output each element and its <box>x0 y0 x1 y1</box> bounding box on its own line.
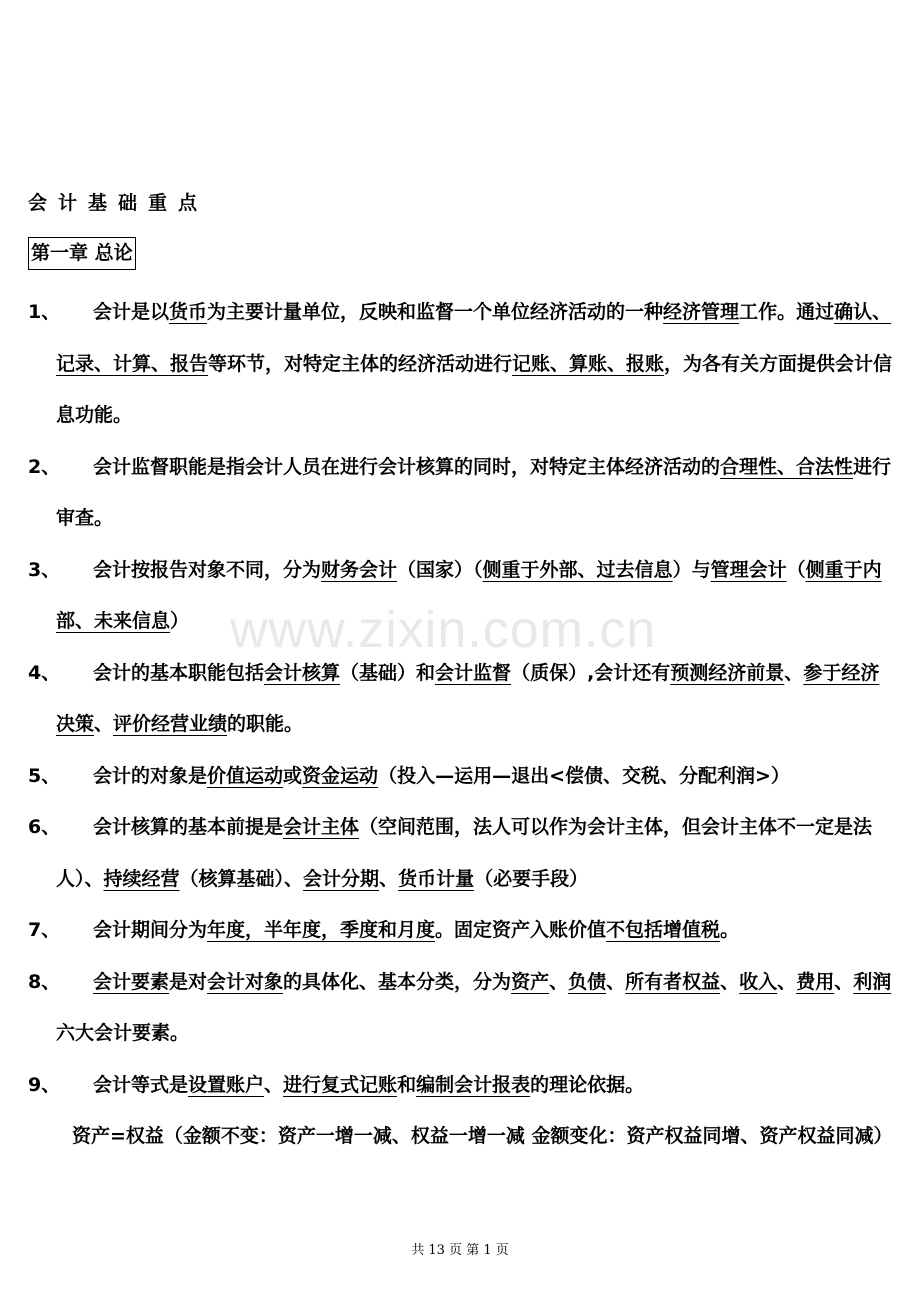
item-number: 4、 <box>28 661 61 684</box>
key-term: 资产 <box>511 970 550 993</box>
text-segment: （必要手段） <box>474 867 589 890</box>
text-segment: 的职能。 <box>227 713 304 735</box>
key-term: 会计对象 <box>207 970 284 993</box>
key-term: 利润 <box>853 970 892 993</box>
item-text <box>56 957 898 1060</box>
item-text <box>56 802 898 905</box>
text-segment: （核算基础）、 <box>179 867 304 890</box>
key-term: 侧重于外部、过去信息 <box>482 558 673 581</box>
key-term: 编制会计报表 <box>416 1073 531 1096</box>
key-term: 持续经营 <box>103 867 180 890</box>
text-segment: ） <box>170 610 190 632</box>
text-segment: 。固定资产入账价值 <box>435 919 607 941</box>
item-text <box>56 545 898 648</box>
key-term: 管理会计 <box>710 558 787 581</box>
text-segment: 会计是以 <box>93 301 170 323</box>
key-term: 收入 <box>739 970 778 993</box>
key-term: 参于经济决策 <box>56 661 880 735</box>
document-title: 会计基础重点 <box>28 192 209 214</box>
list-item <box>28 957 898 1060</box>
key-term: 货币计量 <box>398 867 475 890</box>
text-segment: 会计等式是 <box>93 1073 189 1096</box>
text-segment: （基础）和 <box>340 661 436 684</box>
list-item <box>28 905 898 957</box>
text-segment: 工作。通过 <box>739 301 835 323</box>
item-number: 3、 <box>28 558 61 581</box>
item-number: 7、 <box>28 919 61 941</box>
text-segment: 为主要计量单位，反映和监督一个单位经济活动的一种 <box>207 301 664 323</box>
key-term: 不包括增值税 <box>606 919 721 941</box>
key-term: 确认、记录、计算、报告 <box>56 301 892 375</box>
list-item <box>28 648 898 751</box>
key-term: 价值运动 <box>207 764 284 787</box>
item-number: 5、 <box>28 764 61 787</box>
list-item <box>28 442 898 545</box>
text-segment: 会计期间分为 <box>93 919 208 941</box>
text-segment: （国家）（ <box>397 558 483 581</box>
text-segment: （投入—运用—退出<偿债、交税、分配利润>） <box>378 764 790 787</box>
item-text <box>56 751 898 803</box>
watermark: www.zixin.com.cn <box>230 601 657 659</box>
text-segment: 、 <box>379 867 399 890</box>
item-text <box>56 287 898 442</box>
text-segment: 进行审查。 <box>56 455 892 529</box>
key-term: 会计核算 <box>264 661 341 684</box>
key-term: 资金运动 <box>302 764 379 787</box>
list-item <box>28 802 898 905</box>
text-segment: 会计的对象是 <box>93 764 208 787</box>
item-number: 1、 <box>28 301 61 323</box>
list-item <box>28 287 898 442</box>
text-segment: 的理论依据。 <box>530 1073 645 1096</box>
text-segment: 会计按报告对象不同，分为 <box>93 558 322 581</box>
text-segment: 六大会计要素。 <box>56 1022 190 1044</box>
key-term: 预测经济前景 <box>670 661 785 684</box>
key-term: 会计要素 <box>93 970 170 993</box>
item-number: 9、 <box>28 1073 61 1096</box>
key-term: 财务会计 <box>321 558 398 581</box>
chapter-heading: 第一章 总论 <box>28 237 136 270</box>
key-term: 设置账户 <box>188 1073 265 1096</box>
item-text <box>56 1060 898 1112</box>
item-number: 8、 <box>28 970 61 993</box>
key-term: 经济管理 <box>663 301 740 323</box>
item-text <box>56 648 898 751</box>
text-segment: 、 <box>784 661 804 684</box>
key-term: 负债 <box>568 970 607 993</box>
text-segment: 和 <box>397 1073 417 1096</box>
text-segment: ）与 <box>672 558 711 581</box>
text-segment: 、 <box>834 970 854 993</box>
key-term: 货币 <box>169 301 208 323</box>
text-segment: 或 <box>283 764 303 787</box>
item-text <box>56 905 898 957</box>
text-segment: 、 <box>94 713 114 735</box>
text-segment: （质保）,会计还有 <box>511 661 671 684</box>
page-footer: 共 13 页 第 1 页 <box>411 1243 509 1258</box>
text-segment: 会计监督职能是指会计人员在进行会计核算的同时，对特定主体经济活动的 <box>93 455 721 478</box>
content-body <box>28 287 898 1163</box>
list-item <box>28 751 898 803</box>
text-segment: 是对 <box>169 970 208 993</box>
key-term: 合理性、合法性 <box>720 455 854 478</box>
item-number: 2、 <box>28 455 61 478</box>
key-term: 侧重于内部、未来信息 <box>56 558 882 632</box>
text-segment: （ <box>786 558 806 581</box>
key-term: 所有者权益 <box>625 970 721 993</box>
key-term: 评价经营业绩 <box>113 713 228 735</box>
key-term: 进行复式记账 <box>283 1073 398 1096</box>
key-term: 会计主体 <box>283 816 360 838</box>
key-term: 会计监督 <box>435 661 512 684</box>
text-segment: ，为各有关方面提供会计信息功能。 <box>56 352 893 426</box>
list-item <box>28 545 898 648</box>
item-number: 6、 <box>28 816 61 838</box>
text-segment: 、 <box>264 1073 284 1096</box>
key-term: 年度，半年度，季度和月度 <box>207 919 436 941</box>
equation-paragraph: 资产=权益（金额不变：资产一增一减、权益一增一减 金额变化：资产权益同增、资产权益同减） <box>72 1125 893 1147</box>
text-segment: （空间范围，法人可以作为会计主体，但会计主体不一定是法人）、 <box>56 816 873 890</box>
text-segment: 会计核算的基本前提是 <box>93 816 284 838</box>
key-term: 会计分期 <box>303 867 380 890</box>
text-segment: 的具体化、基本分类，分为 <box>283 970 512 993</box>
key-term: 记账、算账、报账 <box>512 352 665 375</box>
item-text <box>56 442 898 545</box>
text-segment: 、 <box>777 970 797 993</box>
text-segment: 、 <box>606 970 626 993</box>
list-item <box>28 1060 898 1112</box>
text-segment: 、 <box>549 970 569 993</box>
text-segment: 会计的基本职能包括 <box>93 661 265 684</box>
key-term: 费用 <box>796 970 835 993</box>
text-segment: 等环节，对特定主体的经济活动进行 <box>208 352 513 375</box>
text-segment: 。 <box>720 919 740 941</box>
text-segment: 、 <box>720 970 740 993</box>
